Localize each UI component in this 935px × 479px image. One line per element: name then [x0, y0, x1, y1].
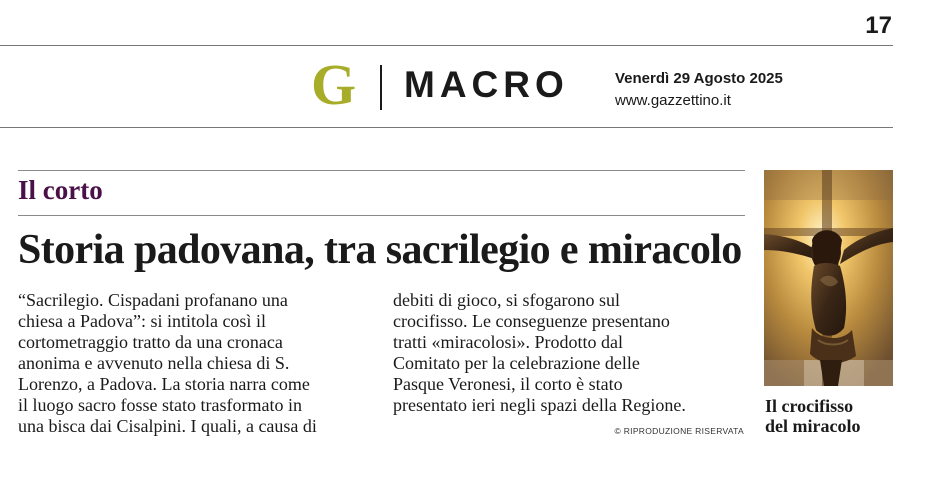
body-line: crocifisso. Le conseguenze presentano: [393, 311, 670, 331]
body-line: presentato ieri negli spazi della Regione.: [393, 395, 686, 415]
section-title: MACRO: [404, 64, 569, 105]
caption-line: del miracolo: [765, 416, 861, 436]
body-line: chiesa a Padova”: si intitola così il: [18, 311, 266, 331]
gazzettino-logo: G: [311, 52, 357, 117]
body-line: Comitato per la celebrazione delle: [393, 353, 640, 373]
body-line: “Sacrilegio. Cispadani profanano una: [18, 290, 288, 310]
kicker-top-rule: [18, 170, 745, 171]
kicker-bottom-rule: [18, 215, 745, 216]
body-line: tratti «miracolosi». Prodotto dal: [393, 332, 623, 352]
body-line: anonima e avvenuto nella chiesa di S.: [18, 353, 290, 373]
page-number: 17: [865, 12, 892, 39]
article-column-2: [393, 290, 686, 416]
article-kicker: Il corto: [18, 175, 103, 205]
caption-line: Il crocifisso: [765, 396, 854, 416]
website-url: www.gazzettino.it: [615, 92, 731, 109]
issue-date: Venerdì 29 Agosto 2025: [615, 70, 783, 87]
photo-caption: [765, 396, 860, 436]
copyright-notice: © RIPRODUZIONE RISERVATA: [614, 426, 744, 436]
logo-divider: [380, 65, 382, 110]
body-line: Lorenzo, a Padova. La storia narra come: [18, 374, 310, 394]
body-line: cortometraggio tratto da una cronaca: [18, 332, 283, 352]
article-headline: Storia padovana, tra sacrilegio e miracolo: [18, 227, 742, 273]
top-rule: [0, 45, 893, 46]
body-line: Pasque Veronesi, il corto è stato: [393, 374, 623, 394]
body-line: una bisca dai Cisalpini. I quali, a causa di: [18, 416, 317, 436]
body-line: debiti di gioco, si sfogarono sul: [393, 290, 620, 310]
header-bottom-rule: [0, 127, 893, 128]
body-line: il luogo sacro fosse stato trasformato in: [18, 395, 302, 415]
article-column-1: [18, 290, 317, 437]
crucifix-photo: [764, 170, 893, 386]
